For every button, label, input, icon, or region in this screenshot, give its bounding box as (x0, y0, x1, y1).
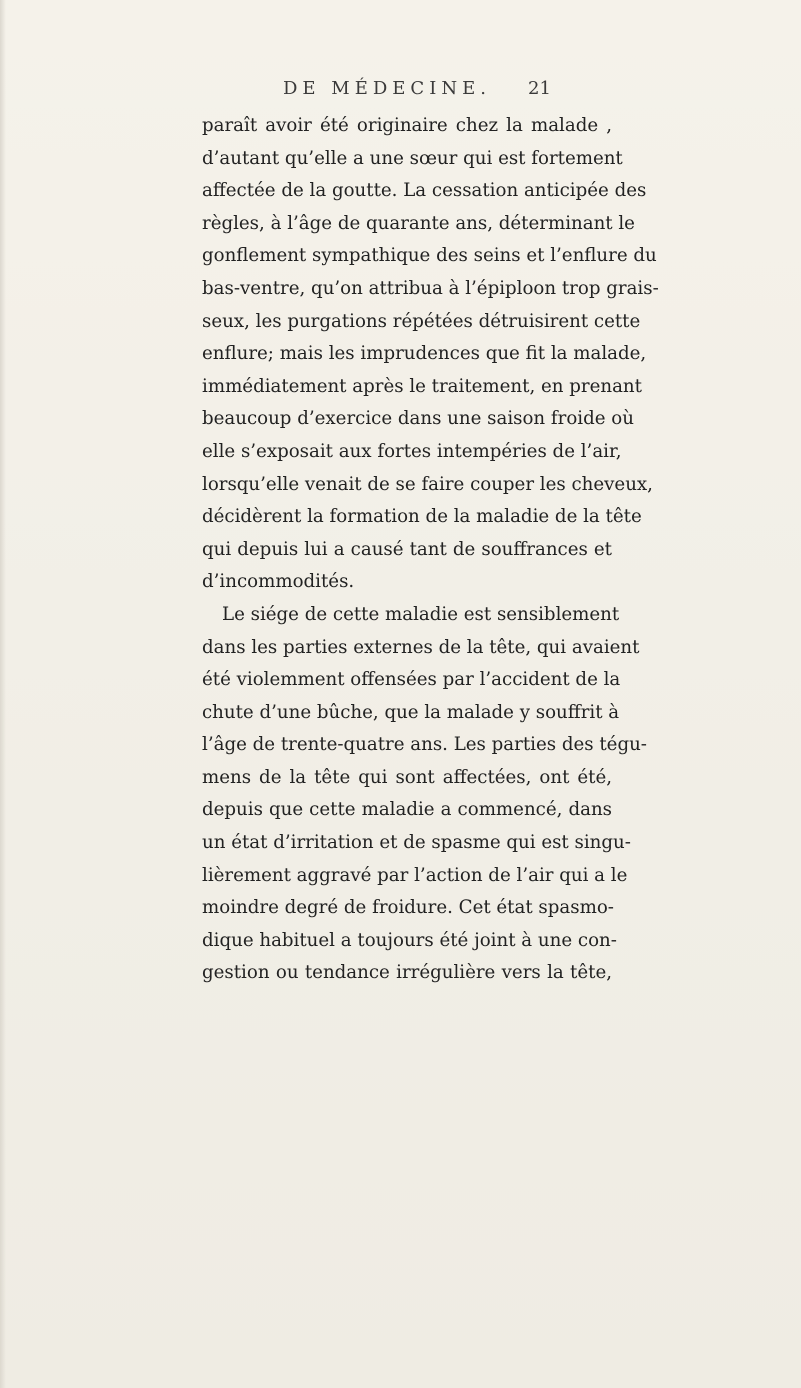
text-line: dique habituel a toujours été joint à une con- (202, 929, 617, 951)
text-line: paraît avoir été originaire chez la malade , (202, 115, 612, 136)
body-text (202, 110, 659, 990)
text-line: été violemment offensées par l’accident de la (202, 669, 621, 691)
text-line: beaucoup d’exercice dans une saison froide où (202, 408, 634, 430)
text-line: qui depuis lui a causé tant de souffrances et (202, 538, 612, 560)
text-line-paragraph-end: d’incommodités. (202, 571, 355, 593)
text-line: d’autant qu’elle a une sœur qui est fortement (202, 147, 623, 169)
running-head (0, 78, 801, 106)
text-line: elle s’exposait aux fortes intempéries de l’air, (202, 440, 622, 462)
text-line: mens de la tête qui sont affectées, ont été, (202, 766, 612, 788)
text-line: règles, à l’âge de quarante ans, déterminant le (202, 212, 635, 234)
running-head-title: DE MÉDECINE. (283, 78, 491, 99)
text-line: lièrement aggravé par l’action de l’air qui a le (202, 864, 628, 886)
text-line: moindre degré de froidure. Cet état spasmo- (202, 897, 614, 919)
text-line: chute d’une bûche, que la malade y souffrit à (202, 701, 620, 723)
text-line: l’âge de trente-quatre ans. Les parties des tégu- (202, 734, 647, 756)
text-line: un état d’irritation et de spasme qui est singu- (202, 832, 631, 854)
text-line: bas-ventre, qu’on attribua à l’épiploon trop grais- (202, 277, 659, 299)
text-line: seux, les purgations répétées détruisirent cette (202, 310, 641, 332)
page-gutter-shadow (0, 0, 6, 1388)
text-line: décidèrent la formation de la maladie de la tête (202, 506, 642, 528)
text-line: depuis que cette maladie a commencé, dans (202, 799, 612, 821)
page-number: 21 (528, 78, 551, 99)
text-line: gonflement sympathique des seins et l’enflure du (202, 245, 657, 267)
text-line: gestion ou tendance irrégulière vers la tête, (202, 962, 612, 984)
text-line-paragraph-start: Le siége de cette maladie est sensiblement (222, 603, 620, 625)
text-line: lorsqu’elle venait de se faire couper les cheveux, (202, 473, 653, 495)
text-line: dans les parties externes de la tête, qui avaient (202, 636, 640, 658)
text-line: affectée de la goutte. La cessation anticipée des (202, 180, 647, 202)
text-line: immédiatement après le traitement, en prenant (202, 375, 642, 397)
text-line: enflure; mais les imprudences que fit la malade, (202, 343, 647, 365)
